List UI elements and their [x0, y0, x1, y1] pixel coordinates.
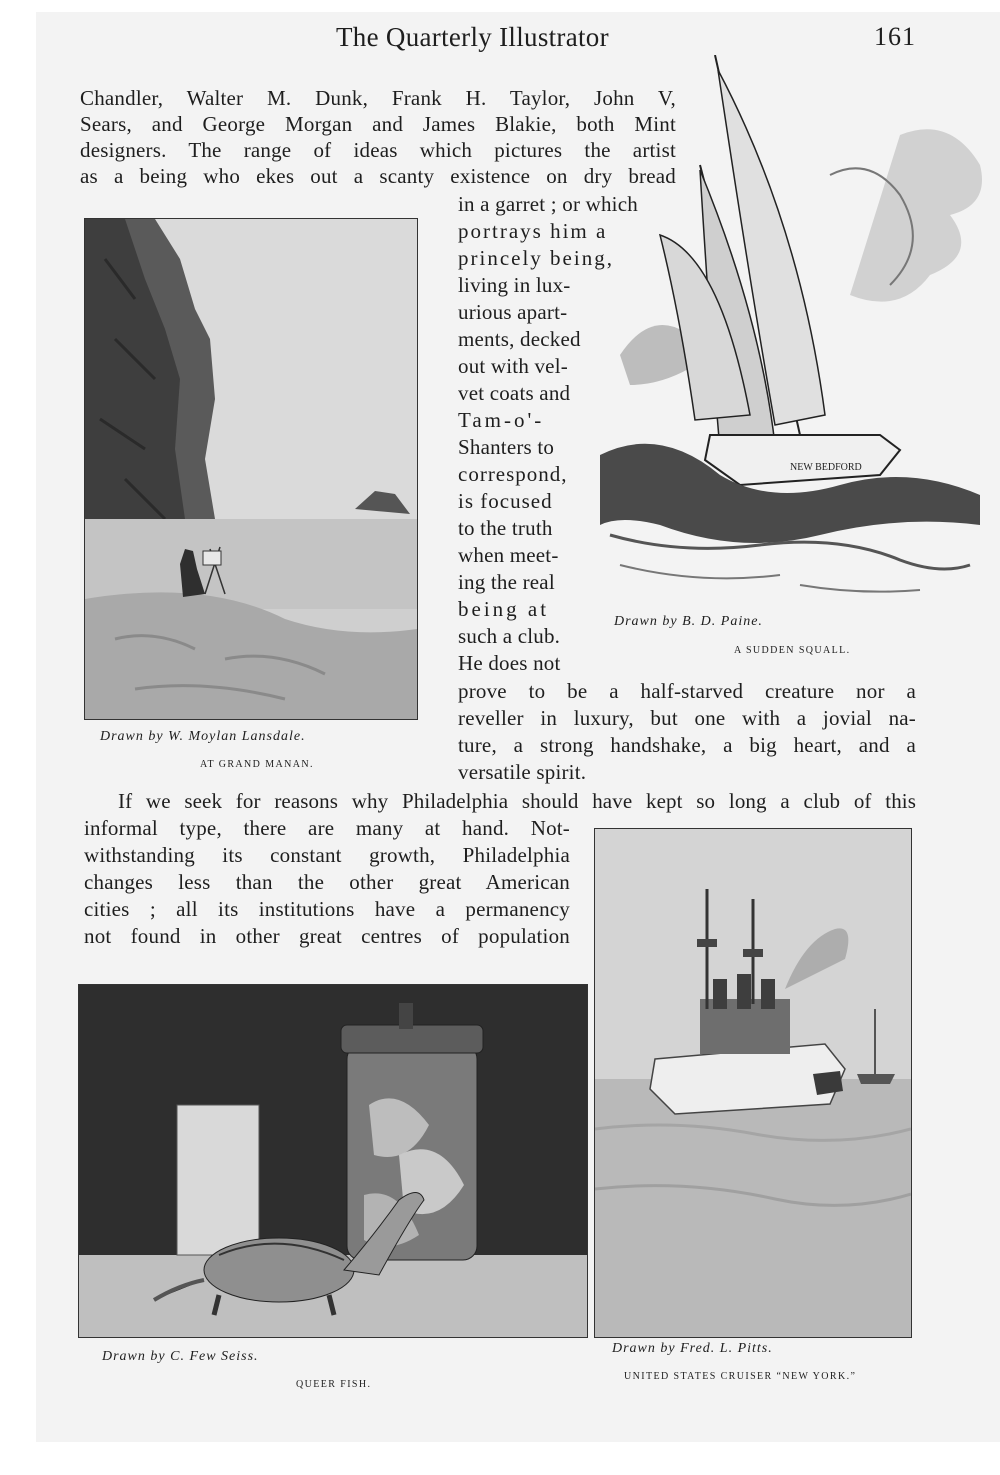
queer-fish-illustration — [78, 984, 588, 1338]
text-line: not found in other great centres of population — [84, 924, 570, 948]
text-line: ing the real — [458, 570, 555, 594]
sudden-squall-illustration — [600, 55, 990, 615]
text-line: out with vel- — [458, 354, 568, 378]
text-line: Chandler, Walter M. Dunk, Frank H. Taylor, John V, — [80, 86, 676, 110]
text-line: If we seek for reasons why Philadelphia should have kept so long a club of this — [118, 789, 916, 813]
text-line: is focused — [458, 489, 553, 513]
text-line: designers. The range of ideas which pictures the artist — [80, 138, 676, 162]
text-line: reveller in luxury, but one with a jovial na- — [458, 706, 916, 730]
grand-manan-illustration — [84, 218, 418, 720]
cruiser-new-york-illustration — [594, 828, 912, 1338]
text-line: changes less than the other great American — [84, 870, 570, 894]
text-line: Shanters to — [458, 435, 555, 459]
text-line: urious apart- — [458, 300, 568, 324]
figure-credit: Drawn by C. Few Seiss. — [102, 1349, 259, 1364]
text-line: being at — [458, 597, 550, 621]
text-line: portrays him a — [458, 219, 608, 243]
hull-lettering: NEW BEDFORD — [790, 462, 862, 473]
figure-title: AT GRAND MANAN. — [200, 759, 314, 770]
text-line: He does not — [458, 651, 561, 675]
text-line: cities ; all its institutions have a permanency — [84, 897, 570, 921]
text-line: Sears, and George Morgan and James Blakie, both Mint — [80, 112, 676, 136]
running-header-title: The Quarterly Illustrator — [336, 22, 609, 52]
text-line: versatile spirit. — [458, 760, 587, 784]
text-line: living in lux- — [458, 273, 571, 297]
text-line: when meet- — [458, 543, 559, 567]
figure-title: A SUDDEN SQUALL. — [734, 645, 851, 656]
text-line: withstanding its constant growth, Philadelphia — [84, 843, 570, 867]
text-line: vet coats and — [458, 381, 571, 405]
figure-credit: Drawn by Fred. L. Pitts. — [612, 1341, 773, 1356]
text-line: in a garret ; or which — [458, 192, 638, 216]
page-number: 161 — [874, 22, 916, 51]
text-line: such a club. — [458, 624, 561, 648]
text-line: prove to be a half-starved creature nor a — [458, 679, 916, 703]
text-line: ture, a strong handshake, a big heart, and a — [458, 733, 916, 757]
text-line: correspond, — [458, 462, 568, 486]
text-line: as a being who ekes out a scanty existence on dry bread — [80, 164, 676, 188]
text-line: Tam-o'- — [458, 408, 545, 432]
figure-title: UNITED STATES CRUISER “NEW YORK.” — [624, 1371, 857, 1382]
figure-title: QUEER FISH. — [296, 1379, 372, 1390]
figure-credit: Drawn by B. D. Paine. — [614, 614, 763, 629]
text-line: ments, decked — [458, 327, 581, 351]
text-line: to the truth — [458, 516, 553, 540]
figure-credit: Drawn by W. Moylan Lansdale. — [100, 729, 306, 744]
text-line: informal type, there are many at hand. Not- — [84, 816, 570, 840]
text-line: princely being, — [458, 246, 614, 270]
